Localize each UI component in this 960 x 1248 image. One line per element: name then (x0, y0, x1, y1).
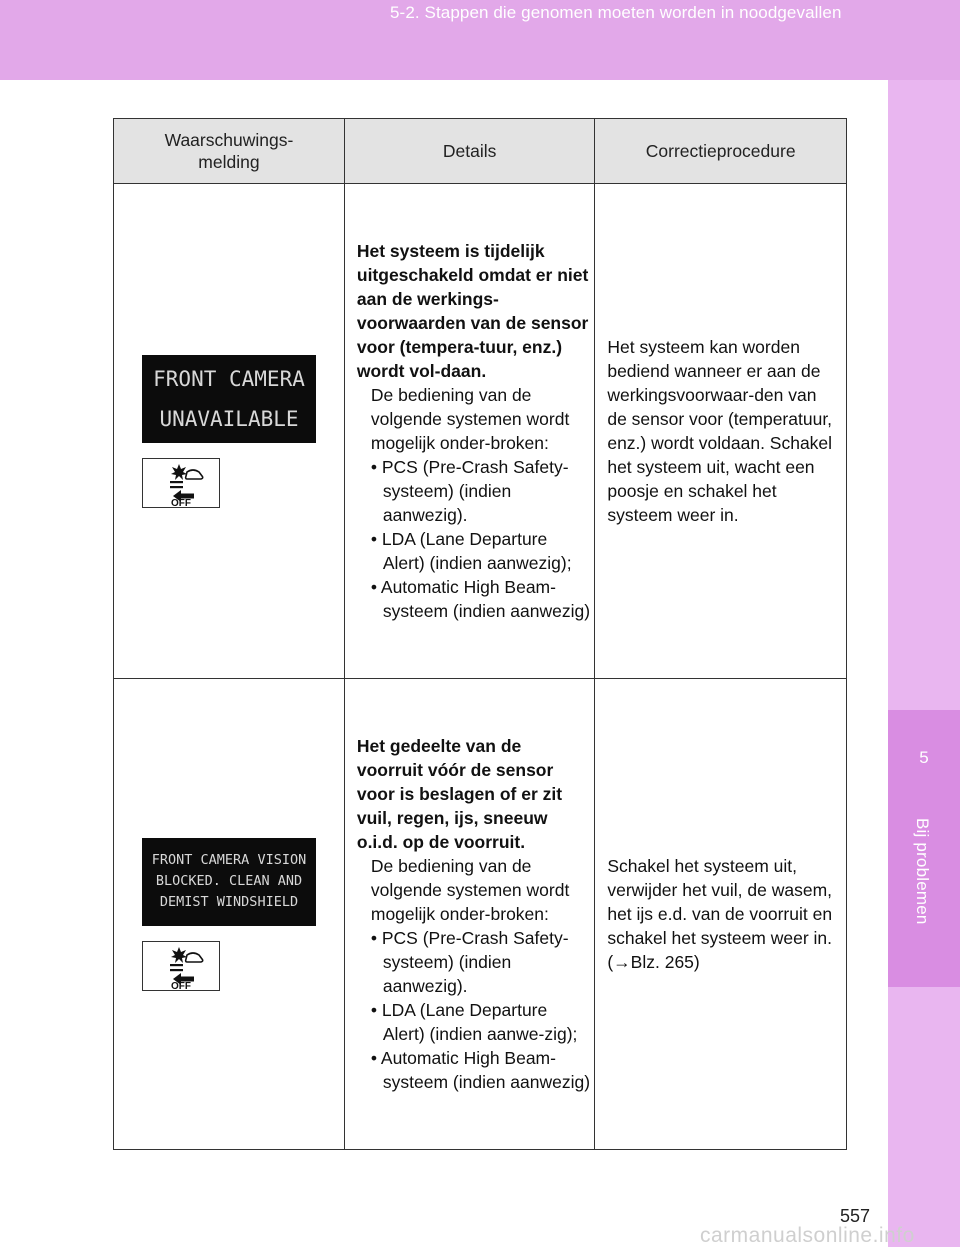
column-header-details: Details (344, 119, 594, 184)
display-line: DEMIST WINDSHIELD (159, 894, 299, 910)
pcs-off-icon (142, 941, 220, 991)
affected-systems-list (357, 926, 590, 1094)
table-header-row (114, 119, 847, 184)
display-message-screen (142, 355, 316, 443)
details-text: De bediening van de volgende systemen wordt mogelijk onder-broken: (370, 385, 570, 453)
list-item: • LDA (Lane Departure Alert) (indien aanwe-zig); (370, 1000, 578, 1044)
side-tab (888, 80, 960, 1247)
table-row (114, 679, 847, 1150)
display-line: FRONT CAMERA (153, 366, 305, 391)
list-item: • LDA (Lane Departure Alert) (indien aanwezig); (370, 529, 572, 573)
column-header-warning-line-1: Waarschuwings- (164, 130, 294, 150)
details-cell (344, 184, 594, 679)
watermark: carmanualsonline.info (700, 1224, 915, 1247)
table-row (114, 184, 847, 679)
affected-systems-list (357, 455, 590, 623)
details-bold-text: Het gedeelte van de voorruit vóór de sensor voor is beslagen of er zit vuil, regen, ijs, sneeuw o.i.d. op de voorruit. (356, 736, 563, 852)
warning-cell (114, 679, 345, 1150)
display-line: BLOCKED. CLEAN AND (155, 873, 303, 889)
column-header-correction: Correctieprocedure (595, 119, 847, 184)
correction-cell: Schakel het systeem uit, verwijder het vuil, de wasem, het ijs e.d. van de voorruit en schakel het systeem weer in. (→Blz. 265) (595, 679, 847, 1150)
chapter-name: Bij problemen (913, 818, 932, 925)
column-header-warning-line-2: melding (198, 152, 260, 172)
list-item: • PCS (Pre-Crash Safety-systeem) (indien aanwezig). (370, 928, 569, 996)
page-number: 557 (840, 1206, 871, 1226)
chapter-number: 5 (919, 748, 929, 767)
icon-label: OFF (171, 980, 191, 990)
list-item: • Automatic High Beam-systeem (indien aanwezig) (370, 577, 591, 621)
section-title: 5-2. Stappen die genomen moeten worden in noodgevallen (390, 3, 842, 22)
header-band (0, 0, 960, 80)
details-cell (344, 679, 594, 1150)
display-line: UNAVAILABLE (159, 406, 299, 431)
display-message-screen (142, 838, 316, 926)
chapter-tab (888, 710, 960, 987)
pcs-off-icon (142, 458, 220, 508)
display-line: FRONT CAMERA VISION (151, 852, 307, 868)
list-item: • Automatic High Beam-systeem (indien aanwezig) (370, 1048, 591, 1092)
details-text: De bediening van de volgende systemen wordt mogelijk onder-broken: (370, 856, 570, 924)
column-header-warning (114, 119, 345, 184)
icon-label: OFF (171, 497, 191, 507)
details-bold-text: Het systeem is tijdelijk uitgeschakeld omdat er niet aan de werkings-voorwaarden van de sensor voor (tempera-tuur, enz.) wordt vol-daan. (356, 241, 589, 381)
warning-table (113, 118, 847, 1150)
warning-cell (114, 184, 345, 679)
list-item: • PCS (Pre-Crash Safety-systeem) (indien aanwezig). (370, 457, 569, 525)
correction-cell: Het systeem kan worden bediend wanneer er aan de werkingsvoorwaar-den van de sensor voor (temperatuur, enz.) wordt voldaan. Schakel het systeem uit, wacht een poosje en schakel het systeem weer in. (595, 184, 847, 679)
